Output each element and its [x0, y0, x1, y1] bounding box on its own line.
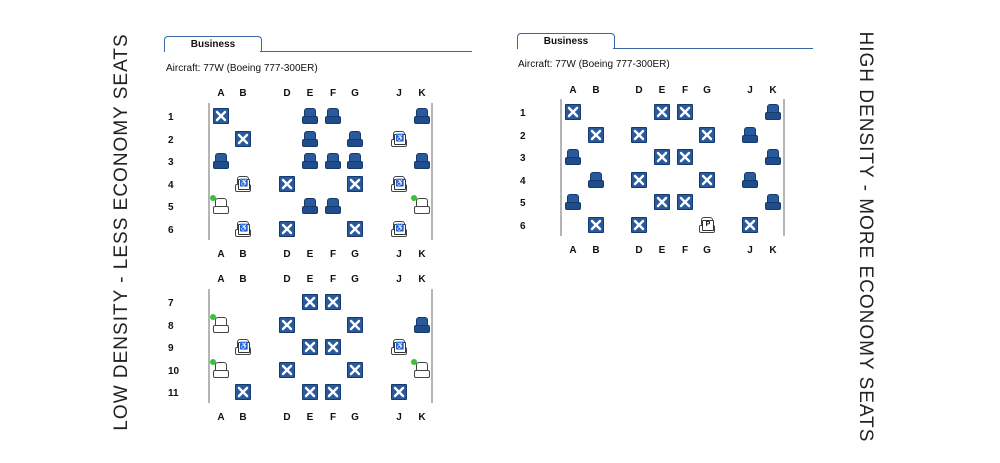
seat-cushion — [414, 325, 430, 333]
bassinet-dot-icon — [210, 314, 216, 320]
seat-cushion — [325, 116, 341, 124]
column-label-e: E — [658, 85, 666, 96]
column-label-a: A — [569, 85, 577, 96]
seat-3g-available[interactable] — [347, 153, 363, 169]
column-label-e: E — [306, 274, 314, 285]
seat-cushion — [213, 370, 229, 378]
seat-2d-occupied — [631, 127, 647, 143]
wheelchair-icon: ♿ — [238, 224, 250, 235]
seat-cushion — [347, 139, 363, 147]
column-label-a: A — [217, 88, 225, 99]
seat-4j-wheelchair[interactable] — [391, 176, 407, 192]
row-label-11: 11 — [168, 388, 179, 399]
business-tab[interactable]: Business — [164, 36, 262, 52]
row-label-2: 2 — [168, 134, 174, 146]
seat-6d-occupied — [279, 221, 295, 237]
seat-cushion — [213, 325, 229, 333]
seat-cushion — [414, 206, 430, 214]
seat-4g-occupied — [347, 176, 363, 192]
seat-cushion — [565, 157, 581, 165]
seat-2b-occupied — [235, 131, 251, 147]
seat-3k-available[interactable] — [414, 153, 430, 169]
seat-1a-occupied — [213, 108, 229, 124]
seat-cushion — [742, 135, 758, 143]
column-label-b: B — [239, 274, 247, 285]
seat-4d-occupied — [631, 172, 647, 188]
low-density-side-label: LOW DENSITY - LESS ECONOMY SEATS — [111, 33, 132, 431]
seat-cushion — [213, 161, 229, 169]
seat-cushion — [414, 161, 430, 169]
seat-1f-available[interactable] — [325, 108, 341, 124]
row-label-4: 4 — [168, 179, 174, 191]
column-label-f: F — [329, 274, 337, 285]
seat-2b-occupied — [588, 127, 604, 143]
column-label-b: B — [239, 88, 247, 99]
row-label-4: 4 — [520, 175, 526, 187]
bassinet-dot-icon — [411, 359, 417, 365]
row-label-3: 3 — [520, 153, 526, 164]
low-density-seatmap-panel — [164, 36, 474, 436]
seat-6g-premium[interactable] — [699, 217, 715, 233]
seat-cushion — [325, 206, 341, 214]
seat-11e-occupied — [302, 384, 318, 400]
tab-underline — [613, 48, 813, 49]
bassinet-dot-icon — [411, 195, 417, 201]
bassinet-dot-icon — [210, 359, 216, 365]
column-label-e: E — [306, 412, 314, 423]
column-label-g: G — [703, 244, 711, 256]
column-label-d: D — [283, 274, 291, 285]
wheelchair-icon: ♿ — [394, 179, 406, 190]
seat-11j-occupied — [391, 384, 407, 400]
column-label-a: A — [217, 274, 225, 285]
column-label-f: F — [329, 248, 337, 260]
seat-cushion — [742, 180, 758, 188]
seat-cushion — [302, 161, 318, 169]
seat-8k-available[interactable] — [414, 317, 430, 333]
column-label-d: D — [635, 85, 643, 96]
seat-11f-occupied — [325, 384, 341, 400]
seat-cushion — [347, 161, 363, 169]
column-label-d: D — [283, 88, 291, 99]
row-label-8: 8 — [168, 320, 174, 332]
seat-3k-available[interactable] — [765, 149, 781, 165]
seat-1e-occupied — [654, 104, 670, 120]
seat-3f-occupied — [677, 149, 693, 165]
seat-5f-occupied — [677, 194, 693, 210]
seat-9f-occupied — [325, 339, 341, 355]
column-label-j: J — [396, 248, 402, 260]
high-density-seatmap-panel — [517, 33, 813, 256]
seat-5a-available[interactable] — [565, 194, 581, 210]
seat-6d-occupied — [631, 217, 647, 233]
seat-4b-available[interactable] — [588, 172, 604, 188]
column-label-a: A — [217, 248, 225, 260]
column-label-a: A — [569, 244, 577, 256]
seat-cushion — [588, 180, 604, 188]
column-label-j: J — [747, 85, 753, 96]
column-label-e: E — [306, 248, 314, 260]
column-label-k: K — [418, 412, 426, 423]
column-label-b: B — [592, 244, 600, 256]
seat-2g-occupied — [699, 127, 715, 143]
row-label-6: 6 — [520, 220, 526, 232]
seat-cushion — [414, 370, 430, 378]
column-label-b: B — [239, 248, 247, 260]
seat-4g-occupied — [699, 172, 715, 188]
seat-4b-wheelchair[interactable] — [235, 176, 251, 192]
fuselage-wall-right — [431, 103, 433, 240]
seat-cushion — [302, 116, 318, 124]
seat-6j-wheelchair[interactable] — [391, 221, 407, 237]
column-label-g: G — [351, 88, 359, 99]
column-label-g: G — [351, 274, 359, 285]
seat-1k-available[interactable] — [414, 108, 430, 124]
seat-5a-bassinet[interactable] — [213, 198, 229, 214]
fuselage-wall-left — [208, 289, 210, 403]
seat-cushion — [565, 202, 581, 210]
seat-5k-bassinet[interactable] — [414, 198, 430, 214]
row-label-1: 1 — [520, 108, 526, 119]
column-label-f: F — [681, 244, 689, 256]
row-label-7: 7 — [168, 298, 174, 309]
seat-9j-wheelchair[interactable] — [391, 339, 407, 355]
aircraft-info: Aircraft: 77W (Boeing 777-300ER) — [166, 63, 318, 74]
seat-4d-occupied — [279, 176, 295, 192]
seat-5k-available[interactable] — [765, 194, 781, 210]
wheelchair-icon: ♿ — [394, 134, 406, 145]
seat-10k-bassinet[interactable] — [414, 362, 430, 378]
row-label-5: 5 — [168, 202, 174, 213]
column-label-g: G — [703, 85, 711, 96]
seat-cushion — [213, 206, 229, 214]
high-density-side-label: HIGH DENSITY - MORE ECONOMY SEATS — [855, 31, 876, 443]
column-label-k: K — [418, 248, 426, 260]
wheelchair-icon: ♿ — [394, 342, 406, 353]
column-label-a: A — [217, 412, 225, 423]
column-label-j: J — [396, 88, 402, 99]
seat-2g-available[interactable] — [347, 131, 363, 147]
seat-10g-occupied — [347, 362, 363, 378]
business-tab[interactable]: Business — [517, 33, 615, 49]
seat-3f-available[interactable] — [325, 153, 341, 169]
wheelchair-icon: ♿ — [394, 224, 406, 235]
column-label-f: F — [329, 88, 337, 99]
seat-2j-available[interactable] — [742, 127, 758, 143]
fuselage-wall-left — [560, 99, 562, 236]
fuselage-wall-left — [208, 103, 210, 240]
column-label-k: K — [418, 88, 426, 99]
column-label-j: J — [396, 274, 402, 285]
bassinet-dot-icon — [210, 195, 216, 201]
seat-8g-occupied — [347, 317, 363, 333]
column-label-g: G — [351, 248, 359, 260]
seat-1f-occupied — [677, 104, 693, 120]
column-label-e: E — [658, 244, 666, 256]
row-label-5: 5 — [520, 198, 526, 209]
column-label-k: K — [418, 274, 426, 285]
seat-cushion — [765, 157, 781, 165]
seat-cushion — [765, 112, 781, 120]
tab-underline — [260, 51, 472, 52]
seat-cushion — [302, 139, 318, 147]
seat-5e-available[interactable] — [302, 198, 318, 214]
seat-2e-available[interactable] — [302, 131, 318, 147]
seat-11b-occupied — [235, 384, 251, 400]
column-label-d: D — [283, 412, 291, 423]
column-label-d: D — [635, 244, 643, 256]
seat-9b-wheelchair[interactable] — [235, 339, 251, 355]
seat-5e-occupied — [654, 194, 670, 210]
seat-5f-available[interactable] — [325, 198, 341, 214]
seat-6b-wheelchair[interactable] — [235, 221, 251, 237]
seat-cushion — [414, 116, 430, 124]
premium-p-icon: P — [702, 220, 714, 231]
column-label-k: K — [769, 85, 777, 96]
seat-7e-occupied — [302, 294, 318, 310]
seat-9e-occupied — [302, 339, 318, 355]
wheelchair-icon: ♿ — [238, 179, 250, 190]
wheelchair-icon: ♿ — [238, 342, 250, 353]
row-label-6: 6 — [168, 224, 174, 236]
column-label-b: B — [239, 412, 247, 423]
seat-1e-available[interactable] — [302, 108, 318, 124]
seat-cushion — [325, 161, 341, 169]
column-label-j: J — [396, 412, 402, 423]
column-label-d: D — [283, 248, 291, 260]
seat-cushion — [765, 202, 781, 210]
seat-3a-available[interactable] — [213, 153, 229, 169]
row-label-10: 10 — [168, 365, 180, 377]
seat-6j-occupied — [742, 217, 758, 233]
seat-1k-available[interactable] — [765, 104, 781, 120]
seat-3e-available[interactable] — [302, 153, 318, 169]
column-label-e: E — [306, 88, 314, 99]
seat-1a-occupied — [565, 104, 581, 120]
seat-4j-available[interactable] — [742, 172, 758, 188]
seat-2j-wheelchair[interactable] — [391, 131, 407, 147]
seat-6b-occupied — [588, 217, 604, 233]
fuselage-wall-right — [431, 289, 433, 403]
column-label-g: G — [351, 412, 359, 423]
seat-7f-occupied — [325, 294, 341, 310]
seat-cushion — [302, 206, 318, 214]
seat-8d-occupied — [279, 317, 295, 333]
row-label-1: 1 — [168, 112, 174, 123]
seat-3e-occupied — [654, 149, 670, 165]
seat-8a-bassinet[interactable] — [213, 317, 229, 333]
seat-3a-available[interactable] — [565, 149, 581, 165]
row-label-2: 2 — [520, 130, 526, 142]
seat-10d-occupied — [279, 362, 295, 378]
column-label-j: J — [747, 244, 753, 256]
column-label-f: F — [681, 85, 689, 96]
row-label-3: 3 — [168, 157, 174, 168]
seat-10a-bassinet[interactable] — [213, 362, 229, 378]
column-label-f: F — [329, 412, 337, 423]
aircraft-info: Aircraft: 77W (Boeing 777-300ER) — [518, 59, 670, 70]
column-label-k: K — [769, 244, 777, 256]
seat-6g-occupied — [347, 221, 363, 237]
fuselage-wall-right — [783, 99, 785, 236]
row-label-9: 9 — [168, 343, 174, 354]
column-label-b: B — [592, 85, 600, 96]
